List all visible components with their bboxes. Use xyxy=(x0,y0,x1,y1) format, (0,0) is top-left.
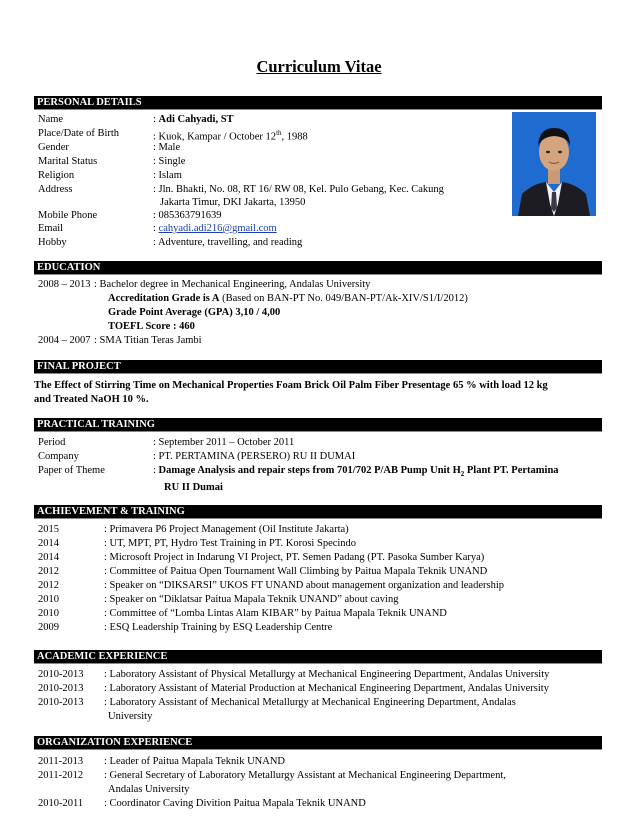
row-marital: Marital Status : Single xyxy=(38,156,186,167)
edu-row-accreditation: Accreditation Grade is A (Based on BAN-PT No. 049/BAN-PT/Ak-XIV/S1/I/2012) xyxy=(108,293,468,304)
row-email: Email : cahyadi.adi216@gmail.com xyxy=(38,223,277,234)
edu-row-toefl: TOEFL Score : 460 xyxy=(108,321,195,332)
email-link[interactable]: cahyadi.adi216@gmail.com xyxy=(158,223,277,234)
row-name: Name : Adi Cahyadi, ST xyxy=(38,114,234,125)
edu-row-2: 2004 – 2007 : SMA Titian Teras Jambi xyxy=(38,335,202,346)
achievement-item: 2012 : Committee of Paitua Open Tournament Wall Climbing by Paitua Mapala Teknik UNAND xyxy=(38,566,488,577)
academic-item-cont: University xyxy=(108,711,153,722)
achievement-item: 2009 : ESQ Leadership Training by ESQ Leadership Centre xyxy=(38,622,333,633)
row-phone: Mobile Phone : 085363791639 xyxy=(38,210,222,221)
achievement-item: 2010 : Speaker on “Diklatsar Paitua Mapala Teknik UNAND” about caving xyxy=(38,594,399,605)
row-address-2: Jakarta Timur, DKI Jakarta, 13950 xyxy=(160,197,306,208)
organization-item: 2011-2012 : General Secretary of Laboratory Metallurgy Assistant at Mechanical Engineering Department, xyxy=(38,770,506,781)
row-address: Address : Jln. Bhakti, No. 08, RT 16/ RW 08, Kel. Pulo Gebang, Kec. Cakung xyxy=(38,184,444,195)
organization-item: 2010-2011 : Coordinator Caving Divition Paitua Mapala Teknik UNAND xyxy=(38,798,366,809)
row-period: Period : September 2011 – October 2011 xyxy=(38,437,295,448)
row-company: Company : PT. PERTAMINA (PERSERO) RU II DUMAI xyxy=(38,451,356,462)
achievement-item: 2010 : Committee of “Lomba Lintas Alam KIBAR” by Paitua Mapala Teknik UNAND xyxy=(38,608,447,619)
row-hobby: Hobby : Adventure, travelling, and reading xyxy=(38,237,303,248)
portrait-icon xyxy=(512,112,596,216)
edu-row-gpa: Grade Point Average (GPA) 3,10 / 4,00 xyxy=(108,307,281,318)
row-religion: Religion : Islam xyxy=(38,170,182,181)
profile-photo xyxy=(512,112,596,216)
achievement-item: 2014 : Microsoft Project in Indarung VI Project, PT. Semen Padang (PT. Pasoka Sumber Karya) xyxy=(38,552,485,563)
row-gender: Gender : Male xyxy=(38,142,181,153)
name-value: Adi Cahyadi, ST xyxy=(158,114,234,125)
section-header-practical: PRACTICAL TRAINING xyxy=(34,418,602,432)
edu-row-1: 2008 – 2013 : Bachelor degree in Mechanical Engineering, Andalas University xyxy=(38,279,371,290)
section-header-personal: PERSONAL DETAILS xyxy=(34,96,602,110)
organization-item: 2011-2013 : Leader of Paitua Mapala Teknik UNAND xyxy=(38,756,286,767)
section-header-organization: ORGANIZATION EXPERIENCE xyxy=(34,736,602,750)
achievement-item: 2014 : UT, MPT, PT, Hydro Test Training in PT. Korosi Specindo xyxy=(38,538,357,549)
row-paper-2: RU II Dumai xyxy=(164,482,223,493)
row-paper: Paper of Theme : Damage Analysis and repair steps from 701/702 P/AB Pump Unit $H_2$ Plant PT. Pertamina xyxy=(38,465,559,479)
academic-item: 2010-2013 : Laboratory Assistant of Physical Metallurgy at Mechanical Engineering Department, Andalas University xyxy=(38,669,550,680)
organization-item-cont: Andalas University xyxy=(108,784,190,795)
academic-item: 2010-2013 : Laboratory Assistant of Material Production at Mechanical Engineering Department, Andalas University xyxy=(38,683,549,694)
section-header-achievement: ACHIEVEMENT & TRAINING xyxy=(34,505,602,519)
final-project-title: The Effect of Stirring Time on Mechanical Properties Foam Brick Oil Palm Fiber Presentage 65 % with load 12 kg and Treated NaOH 10 %. xyxy=(34,380,548,405)
section-header-final-project: FINAL PROJECT xyxy=(34,360,602,374)
achievement-item: 2015 : Primavera P6 Project Management (Oil Institute Jakarta) xyxy=(38,524,349,535)
achievement-item: 2012 : Speaker on “DIKSARSI” UKOS FT UNAND about management organization and leadership xyxy=(38,580,504,591)
page-title: Curriculum Vitae xyxy=(256,57,382,76)
academic-item: 2010-2013 : Laboratory Assistant of Mechanical Metallurgy at Mechanical Engineering Department, Andalas xyxy=(38,697,516,708)
section-header-academic: ACADEMIC EXPERIENCE xyxy=(34,650,602,664)
row-birth: Place/Date of Birth : Kuok, Kampar / October 12th, 1988 xyxy=(38,128,308,143)
section-header-education: EDUCATION xyxy=(34,261,602,275)
